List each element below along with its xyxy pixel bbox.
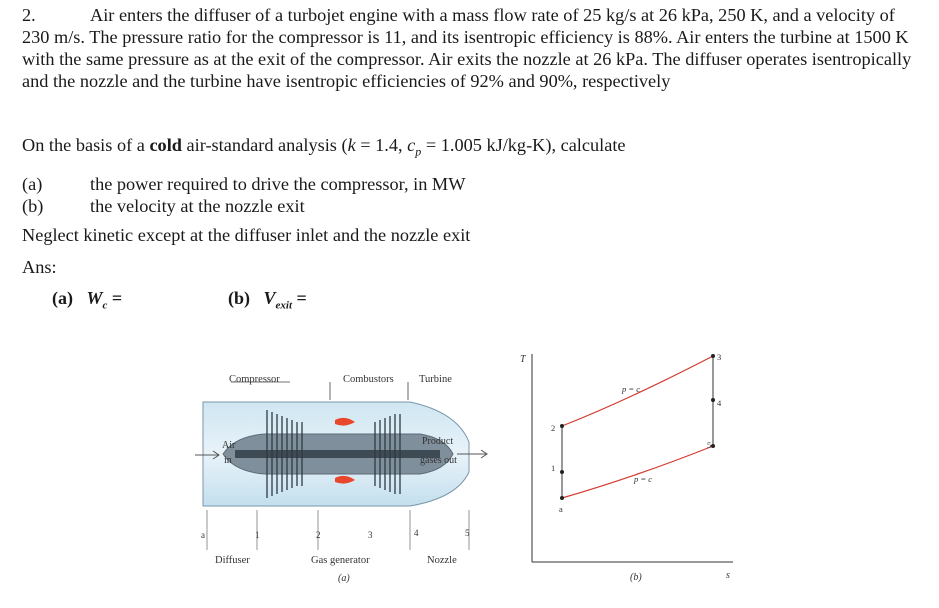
station-4: 4	[414, 528, 419, 538]
station-1: 1	[255, 530, 260, 540]
gases-out-label: gases out	[420, 455, 457, 466]
station-a: a	[201, 530, 205, 540]
state-4: 4	[717, 398, 722, 408]
turbojet-diagram	[195, 360, 505, 585]
diagram-b-caption: (b)	[630, 572, 642, 583]
engine-shaft	[235, 450, 440, 458]
cold-word: cold	[149, 135, 182, 155]
ts-diagram	[518, 348, 740, 588]
neglect-line: Neglect kinetic except at the diffuser inlet and the nozzle exit	[22, 225, 471, 245]
basis-line: On the basis of a cold air-standard analysis (k = 1.4, $c_p = 1.005$ kJ/kg-K), calculate	[22, 135, 626, 159]
t-axis-label: T	[520, 354, 526, 365]
ans-label: Ans:	[22, 257, 57, 277]
state-a: a	[559, 504, 563, 514]
s-axis-label: s	[726, 570, 730, 581]
air-label: Air	[222, 440, 236, 451]
isobar-low-line	[562, 446, 713, 498]
diffuser-label: Diffuser	[215, 555, 250, 566]
in-label: in	[224, 455, 232, 466]
item-a-label: (a)	[22, 174, 43, 194]
diagram-a-caption: (a)	[338, 573, 350, 584]
problem-number: 2.	[22, 5, 36, 25]
answer-a: (a) $W_c$ =	[52, 288, 123, 312]
gas-generator-label: Gas generator	[311, 555, 370, 566]
station-markers	[207, 510, 469, 550]
item-b-text: the velocity at the nozzle exit	[90, 196, 305, 216]
nozzle-label: Nozzle	[427, 555, 457, 566]
answer-b: (b) $V_{exit}$ =	[228, 288, 307, 312]
turbine-label: Turbine	[419, 374, 452, 385]
problem-statement	[22, 4, 922, 92]
isobar-high-label: p = c	[622, 384, 641, 394]
combustors-label: Combustors	[343, 374, 394, 385]
station-3: 3	[368, 530, 373, 540]
isobar-low-label: p = c	[634, 474, 653, 484]
station-2: 2	[316, 530, 321, 540]
item-b-label: (b)	[22, 196, 44, 216]
state-2: 2	[551, 423, 556, 433]
state-3: 3	[717, 352, 722, 362]
state-5: 5	[707, 440, 712, 450]
problem-text: Air enters the diffuser of a turbojet engine with a mass flow rate of 25 kg/s at 26 kPa, 250 K, and a velocity of 230 m/s. The pressure ratio for the compressor is 11, and its isentropic efficiency is 88%. Air enters the turbine at 1500 K with the same pressure as at the exit of the compressor. Air exits the nozzle at 26 kPa. The diffuser operates isentropically and the nozzle and the turbine have isentropic efficiencies of 92% and 90%, respectively	[22, 5, 912, 91]
station-5: 5	[465, 528, 470, 538]
compressor-label: Compressor	[229, 374, 280, 385]
state-1: 1	[551, 463, 556, 473]
item-a-text: the power required to drive the compressor, in MW	[90, 174, 466, 194]
product-label: Product	[422, 436, 454, 447]
